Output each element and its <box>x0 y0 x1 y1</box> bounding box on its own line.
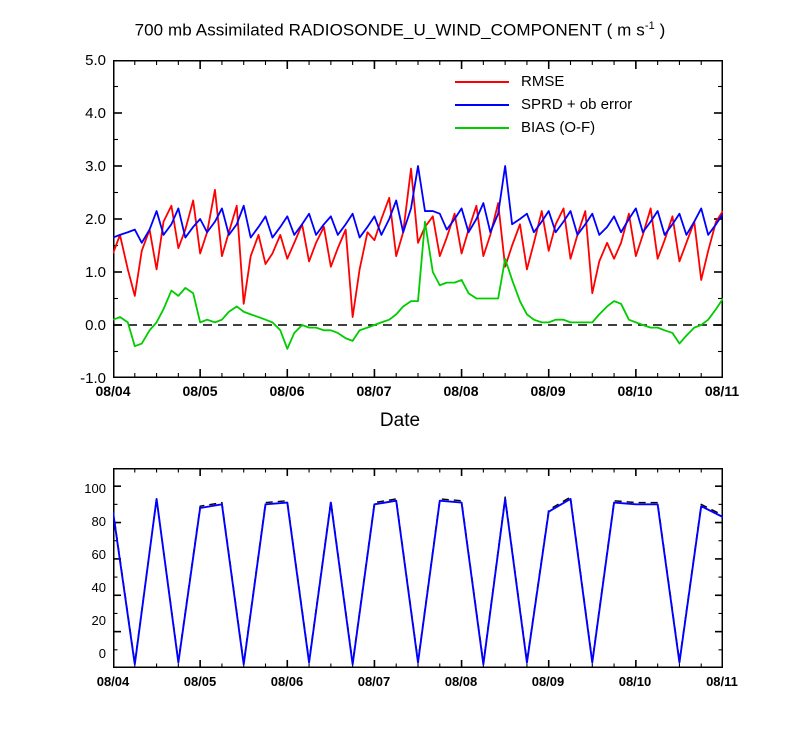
legend-label-rmse: RMSE <box>521 73 565 90</box>
bottom-panel-plot-area <box>113 468 723 668</box>
ytick-label-top-2: 3.0 <box>85 158 106 175</box>
xtick-label-bottom-6: 08/10 <box>618 674 652 689</box>
chart-title-superscript: -1 <box>644 20 655 32</box>
xtick-label-top-7: 08/11 <box>704 383 740 399</box>
ytick-label-bottom-3: 40 <box>91 580 106 595</box>
bottom-panel-svg <box>113 468 723 668</box>
ytick-label-top-4: 1.0 <box>85 264 106 281</box>
xtick-label-bottom-1: 08/05 <box>183 674 217 689</box>
ytick-label-bottom-4: 20 <box>91 613 106 628</box>
xtick-label-top-6: 08/10 <box>617 383 653 399</box>
legend-item-sprd <box>455 93 632 116</box>
ytick-label-bottom-1: 80 <box>91 514 106 529</box>
xtick-label-top-5: 08/09 <box>530 383 566 399</box>
legend-item-rmse <box>455 70 632 93</box>
legend-swatch-bias <box>455 127 509 129</box>
xtick-label-top-4: 08/08 <box>443 383 479 399</box>
xtick-label-bottom-5: 08/09 <box>531 674 565 689</box>
xaxis-title: Date <box>379 410 421 431</box>
ytick-label-bottom-0: 100 <box>84 481 106 496</box>
xtick-label-top-3: 08/07 <box>356 383 392 399</box>
xtick-label-bottom-0: 08/04 <box>96 674 130 689</box>
legend-item-bias <box>455 116 632 139</box>
chart-title-tail: ) <box>654 20 666 40</box>
legend-swatch-sprd <box>455 104 509 106</box>
ytick-label-top-3: 2.0 <box>85 211 106 228</box>
ytick-label-top-5: 0.0 <box>85 317 106 334</box>
xtick-label-top-0: 08/04 <box>95 383 131 399</box>
legend-swatch-rmse <box>455 81 509 83</box>
xtick-label-top-1: 08/05 <box>182 383 218 399</box>
ytick-label-top-6: -1.0 <box>80 370 106 387</box>
xtick-label-top-2: 08/06 <box>269 383 305 399</box>
ytick-label-bottom-5: 0 <box>98 646 106 661</box>
xtick-label-bottom-3: 08/07 <box>357 674 391 689</box>
ytick-label-top-0: 5.0 <box>85 52 106 69</box>
ytick-label-bottom-2: 60 <box>91 547 106 562</box>
xtick-label-bottom-4: 08/08 <box>444 674 478 689</box>
xtick-label-bottom-7: 08/11 <box>706 674 738 689</box>
legend-label-bias: BIAS (O-F) <box>521 119 596 136</box>
legend <box>455 70 632 139</box>
ytick-label-top-1: 4.0 <box>85 105 106 122</box>
xtick-label-bottom-2: 08/06 <box>270 674 304 689</box>
chart-title-main: 700 mb Assimilated RADIOSONDE_U_WIND_COMPONENT ( m s <box>134 20 645 40</box>
chart-title <box>0 20 800 41</box>
legend-label-sprd: SPRD + ob error <box>521 96 633 113</box>
